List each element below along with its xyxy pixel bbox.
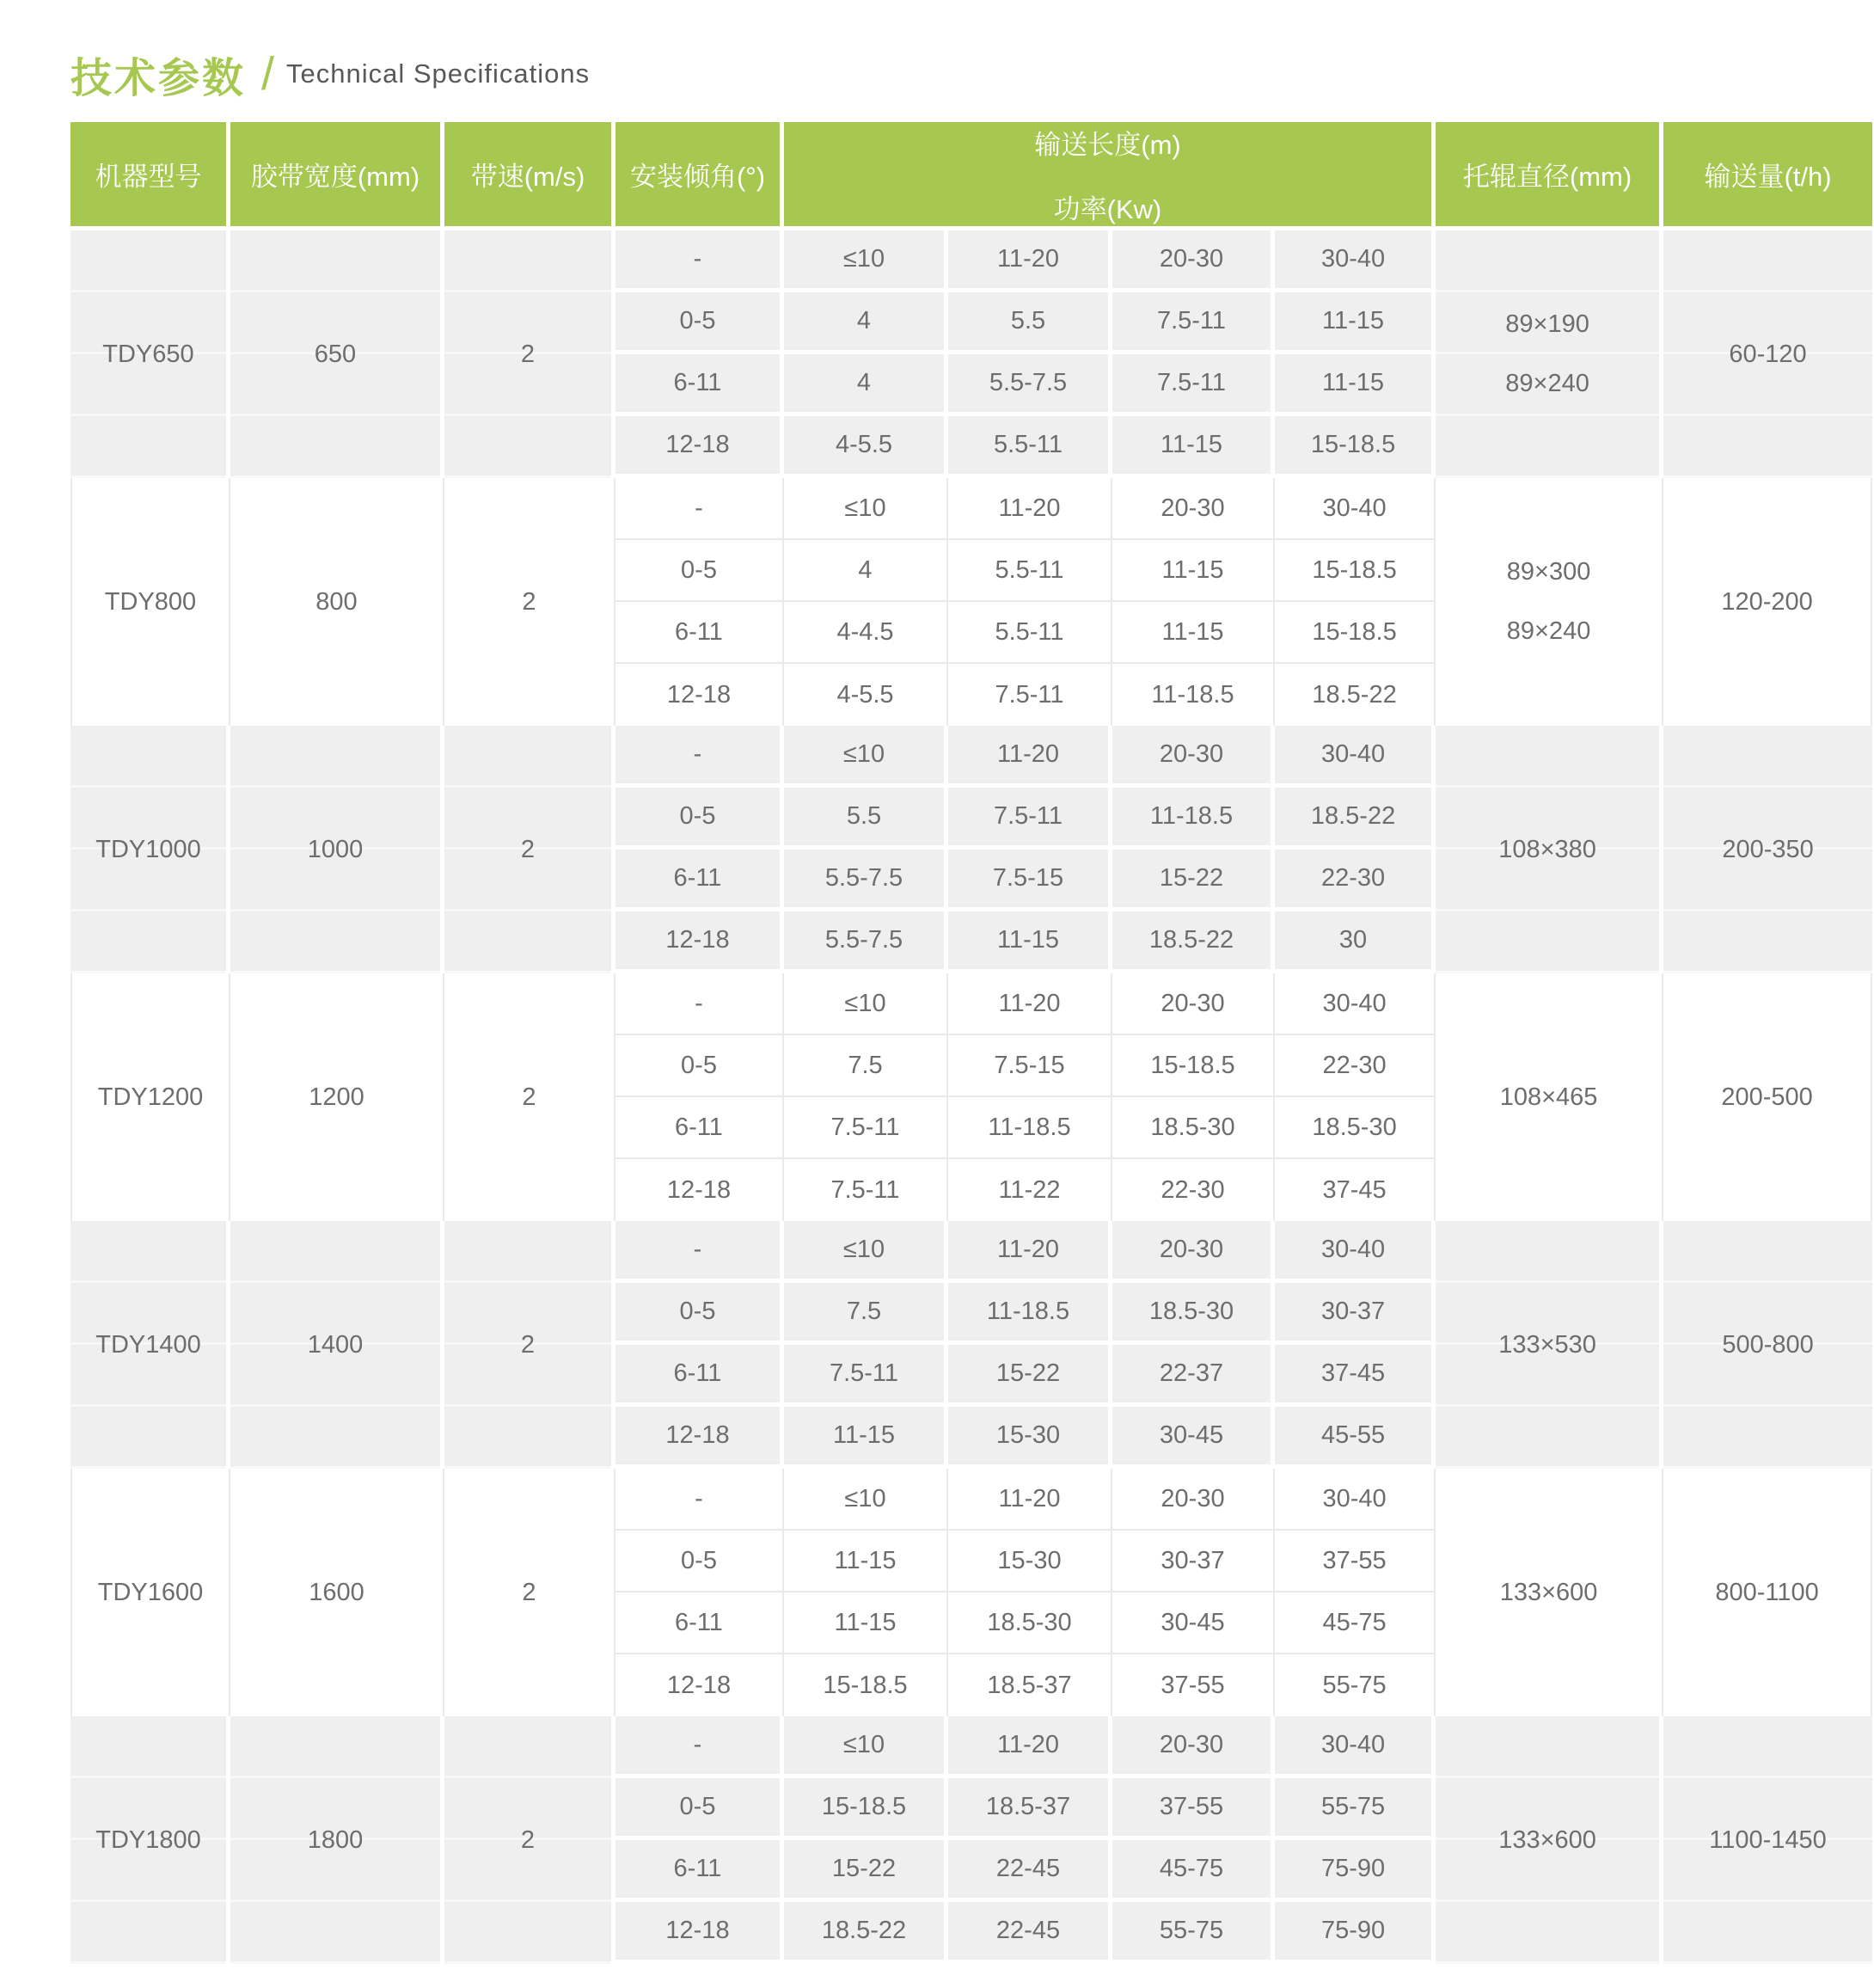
power-range-cell: 7.5-11 — [948, 788, 1112, 850]
roller-diameter-cell — [1436, 1469, 1663, 1716]
model-cell: TDY1600 — [70, 1469, 230, 1716]
model-cell: TDY650 — [70, 230, 230, 478]
roller-diameter-line: 108×380 — [1498, 835, 1596, 863]
power-range-cell: 75-90 — [1275, 1902, 1436, 1964]
power-range-cell: 18.5-37 — [948, 1654, 1112, 1716]
power-range-cell: 11-20 — [948, 1469, 1112, 1531]
spec-subrow — [70, 973, 1872, 1035]
power-range-cell: 15-22 — [948, 1345, 1112, 1407]
power-range-cell: ≤10 — [784, 1716, 948, 1778]
power-range-cell: 7.5-11 — [784, 1159, 948, 1221]
roller-diameter-cell — [1436, 726, 1663, 973]
header-conveying-length: 输送长度(m) — [1034, 129, 1181, 160]
power-range-cell: 15-18.5 — [1275, 416, 1436, 478]
power-range-cell: 15-22 — [784, 1840, 948, 1902]
install-angle-cell: 6-11 — [615, 1592, 784, 1654]
belt-speed-cell: 2 — [444, 1221, 615, 1469]
belt-speed-cell: 2 — [444, 1469, 615, 1716]
power-range-cell: 45-75 — [1112, 1840, 1275, 1902]
section-title-english: Technical Specifications — [286, 58, 591, 89]
header-belt-width: 胶带宽度(mm) — [230, 122, 444, 230]
power-range-cell: 18.5-30 — [1275, 1097, 1436, 1159]
power-range-cell: 30 — [1275, 911, 1436, 973]
power-range-cell: 18.5-22 — [1112, 911, 1275, 973]
power-range-cell: 55-75 — [1275, 1654, 1436, 1716]
power-range-cell: 7.5-11 — [1112, 354, 1275, 416]
power-range-cell: 30-37 — [1275, 1283, 1436, 1345]
power-range-cell: 20-30 — [1112, 1469, 1275, 1531]
power-range-cell: 7.5-11 — [784, 1345, 948, 1407]
install-angle-cell: 0-5 — [615, 292, 784, 354]
power-range-cell: 11-15 — [1112, 602, 1275, 664]
header-belt-speed: 带速(m/s) — [444, 122, 615, 230]
power-range-cell: 11-18.5 — [948, 1283, 1112, 1345]
roller-diameter-line: 89×240 — [1505, 370, 1589, 397]
power-range-cell: 11-20 — [948, 1716, 1112, 1778]
power-range-cell: 7.5 — [784, 1035, 948, 1097]
header-length-power — [784, 122, 1436, 230]
roller-diameter-cell — [1436, 973, 1663, 1221]
belt-width-cell: 1400 — [230, 1221, 444, 1469]
power-range-cell: 30-37 — [1112, 1531, 1275, 1592]
power-range-cell: 4-5.5 — [784, 416, 948, 478]
install-angle-cell: 6-11 — [615, 354, 784, 416]
power-range-cell: 5.5-7.5 — [948, 354, 1112, 416]
power-range-cell: 15-18.5 — [1112, 1035, 1275, 1097]
power-range-cell: 22-45 — [948, 1902, 1112, 1964]
power-range-cell: 7.5-15 — [948, 1035, 1112, 1097]
power-range-cell: 5.5-7.5 — [784, 911, 948, 973]
install-angle-cell: 6-11 — [615, 1097, 784, 1159]
roller-diameter-stack — [1436, 1083, 1662, 1112]
spec-subrow — [70, 1221, 1872, 1283]
header-roller-diameter: 托辊直径(mm) — [1436, 122, 1663, 230]
power-range-cell: 22-30 — [1275, 850, 1436, 911]
spec-subrow — [70, 478, 1872, 540]
power-range-cell: 20-30 — [1112, 1221, 1275, 1283]
power-range-cell: 11-22 — [948, 1159, 1112, 1221]
power-range-cell: 18.5-22 — [784, 1902, 948, 1964]
power-range-cell: 75-90 — [1275, 1840, 1436, 1902]
install-angle-cell: 12-18 — [615, 1159, 784, 1221]
spec-subrow — [70, 726, 1872, 788]
install-angle-cell: - — [615, 1221, 784, 1283]
section-title — [70, 46, 1874, 101]
power-range-cell: 11-18.5 — [948, 1097, 1112, 1159]
power-range-cell: ≤10 — [784, 1221, 948, 1283]
header-install-angle: 安装倾角(°) — [615, 122, 784, 230]
power-range-cell: 15-30 — [948, 1407, 1112, 1469]
capacity-cell: 1100-1450 — [1663, 1716, 1872, 1964]
roller-diameter-stack — [1436, 836, 1659, 864]
install-angle-cell: 0-5 — [615, 788, 784, 850]
install-angle-cell: 6-11 — [615, 1345, 784, 1407]
power-range-cell: 15-18.5 — [784, 1654, 948, 1716]
power-range-cell: 30-40 — [1275, 230, 1436, 292]
roller-diameter-line: 89×300 — [1506, 558, 1591, 586]
power-range-cell: 22-30 — [1112, 1159, 1275, 1221]
install-angle-cell: - — [615, 478, 784, 540]
model-cell: TDY800 — [70, 478, 230, 726]
roller-diameter-line: 133×600 — [1499, 1578, 1598, 1606]
power-range-cell: 45-55 — [1275, 1407, 1436, 1469]
install-angle-cell: 0-5 — [615, 1283, 784, 1345]
table-header — [70, 122, 1872, 230]
power-range-cell: 11-15 — [1275, 354, 1436, 416]
power-range-cell: ≤10 — [784, 726, 948, 788]
power-range-cell: 11-15 — [948, 911, 1112, 973]
belt-speed-cell: 2 — [444, 230, 615, 478]
power-range-cell: ≤10 — [784, 973, 948, 1035]
power-range-cell: ≤10 — [784, 1469, 948, 1531]
install-angle-cell: 12-18 — [615, 664, 784, 726]
power-range-cell: 5.5-11 — [948, 602, 1112, 664]
power-range-cell: 11-20 — [948, 1221, 1112, 1283]
install-angle-cell: - — [615, 1716, 784, 1778]
power-range-cell: 5.5-11 — [948, 416, 1112, 478]
roller-diameter-stack — [1436, 1579, 1662, 1607]
install-angle-cell: - — [615, 1469, 784, 1531]
power-range-cell: 30-40 — [1275, 1469, 1436, 1531]
power-range-cell: 18.5-22 — [1275, 664, 1436, 726]
power-range-cell: 22-45 — [948, 1840, 1112, 1902]
power-range-cell: 4-4.5 — [784, 602, 948, 664]
roller-diameter-stack — [1436, 1331, 1659, 1359]
model-cell: TDY1400 — [70, 1221, 230, 1469]
power-range-cell: 37-55 — [1275, 1531, 1436, 1592]
power-range-cell: 11-20 — [948, 230, 1112, 292]
power-range-cell: 11-15 — [784, 1407, 948, 1469]
power-range-cell: 15-18.5 — [1275, 602, 1436, 664]
power-range-cell: ≤10 — [784, 478, 948, 540]
power-range-cell: 15-22 — [1112, 850, 1275, 911]
power-range-cell: 18.5-30 — [948, 1592, 1112, 1654]
power-range-cell: 55-75 — [1112, 1902, 1275, 1964]
power-range-cell: 20-30 — [1112, 973, 1275, 1035]
power-range-cell: 20-30 — [1112, 726, 1275, 788]
power-range-cell: 5.5-7.5 — [784, 850, 948, 911]
section-title-chinese: 技术参数 — [70, 55, 247, 101]
install-angle-cell: 12-18 — [615, 1902, 784, 1964]
roller-diameter-line: 89×240 — [1506, 617, 1591, 645]
power-range-cell: 55-75 — [1275, 1778, 1436, 1840]
power-range-cell: 37-55 — [1112, 1654, 1275, 1716]
table-body — [70, 230, 1872, 1964]
power-range-cell: 11-18.5 — [1112, 788, 1275, 850]
power-range-cell: 22-30 — [1275, 1035, 1436, 1097]
power-range-cell: 11-15 — [784, 1592, 948, 1654]
install-angle-cell: 0-5 — [615, 1035, 784, 1097]
power-range-cell: 18.5-22 — [1275, 788, 1436, 850]
power-range-cell: 15-30 — [948, 1531, 1112, 1592]
technical-specs-table — [70, 122, 1872, 1964]
capacity-cell: 200-500 — [1663, 973, 1872, 1221]
power-range-cell: 4 — [784, 292, 948, 354]
spec-subrow — [70, 1469, 1872, 1531]
power-range-cell: 7.5-11 — [1112, 292, 1275, 354]
roller-diameter-stack — [1436, 310, 1659, 398]
power-range-cell: 5.5 — [948, 292, 1112, 354]
power-range-cell: 18.5-37 — [948, 1778, 1112, 1840]
belt-width-cell: 650 — [230, 230, 444, 478]
belt-width-cell: 1600 — [230, 1469, 444, 1716]
power-range-cell: 11-15 — [1275, 292, 1436, 354]
install-angle-cell: 0-5 — [615, 540, 784, 602]
model-cell: TDY1200 — [70, 973, 230, 1221]
power-range-cell: 22-37 — [1112, 1345, 1275, 1407]
power-range-cell: 15-18.5 — [1275, 540, 1436, 602]
power-range-cell: 7.5-15 — [948, 850, 1112, 911]
install-angle-cell: 0-5 — [615, 1778, 784, 1840]
roller-diameter-cell — [1436, 478, 1663, 726]
power-range-cell: 5.5-11 — [948, 540, 1112, 602]
power-range-cell: 45-75 — [1275, 1592, 1436, 1654]
belt-speed-cell: 2 — [444, 1716, 615, 1964]
roller-diameter-line: 133×600 — [1498, 1825, 1596, 1854]
power-range-cell: 18.5-30 — [1112, 1283, 1275, 1345]
power-range-cell: 15-18.5 — [784, 1778, 948, 1840]
belt-width-cell: 800 — [230, 478, 444, 726]
capacity-cell: 60-120 — [1663, 230, 1872, 478]
roller-diameter-stack — [1436, 558, 1662, 646]
power-range-cell: 37-55 — [1112, 1778, 1275, 1840]
power-range-cell: 30-40 — [1275, 973, 1436, 1035]
belt-width-cell: 1800 — [230, 1716, 444, 1964]
roller-diameter-cell — [1436, 1716, 1663, 1964]
belt-speed-cell: 2 — [444, 478, 615, 726]
install-angle-cell: 12-18 — [615, 416, 784, 478]
model-cell: TDY1000 — [70, 726, 230, 973]
install-angle-cell: 12-18 — [615, 911, 784, 973]
power-range-cell: 30-45 — [1112, 1407, 1275, 1469]
power-range-cell: 11-15 — [1112, 540, 1275, 602]
power-range-cell: 11-20 — [948, 973, 1112, 1035]
power-range-cell: ≤10 — [784, 230, 948, 292]
power-range-cell: 30-40 — [1275, 726, 1436, 788]
roller-diameter-line: 108×465 — [1499, 1083, 1598, 1111]
belt-width-cell: 1200 — [230, 973, 444, 1221]
power-range-cell: 18.5-30 — [1112, 1097, 1275, 1159]
install-angle-cell: 12-18 — [615, 1654, 784, 1716]
power-range-cell: 30-40 — [1275, 1221, 1436, 1283]
power-range-cell: 30-40 — [1275, 1716, 1436, 1778]
power-range-cell: 4-5.5 — [784, 664, 948, 726]
power-range-cell: 4 — [784, 540, 948, 602]
power-range-cell: 11-20 — [948, 726, 1112, 788]
power-range-cell: 37-45 — [1275, 1345, 1436, 1407]
table-header-row — [70, 122, 1872, 230]
power-range-cell: 37-45 — [1275, 1159, 1436, 1221]
install-angle-cell: 12-18 — [615, 1407, 784, 1469]
install-angle-cell: 0-5 — [615, 1531, 784, 1592]
header-model: 机器型号 — [70, 122, 230, 230]
power-range-cell: 7.5 — [784, 1283, 948, 1345]
capacity-cell: 120-200 — [1663, 478, 1872, 726]
model-cell: TDY1800 — [70, 1716, 230, 1964]
install-angle-cell: 6-11 — [615, 850, 784, 911]
header-power: 功率(Kw) — [1053, 193, 1162, 224]
power-range-cell: 11-15 — [784, 1531, 948, 1592]
belt-speed-cell: 2 — [444, 973, 615, 1221]
belt-width-cell: 1000 — [230, 726, 444, 973]
spec-subrow — [70, 230, 1872, 292]
install-angle-cell: 6-11 — [615, 602, 784, 664]
power-range-cell: 5.5 — [784, 788, 948, 850]
power-range-cell: 30-45 — [1112, 1592, 1275, 1654]
roller-diameter-cell — [1436, 230, 1663, 478]
title-divider: / — [261, 48, 275, 100]
install-angle-cell: - — [615, 230, 784, 292]
power-range-cell: 20-30 — [1112, 1716, 1275, 1778]
power-range-cell: 20-30 — [1112, 478, 1275, 540]
belt-speed-cell: 2 — [444, 726, 615, 973]
power-range-cell: 7.5-11 — [948, 664, 1112, 726]
capacity-cell: 500-800 — [1663, 1221, 1872, 1469]
power-range-cell: 30-40 — [1275, 478, 1436, 540]
power-range-cell: 11-15 — [1112, 416, 1275, 478]
install-angle-cell: 6-11 — [615, 1840, 784, 1902]
power-range-cell: 11-18.5 — [1112, 664, 1275, 726]
power-range-cell: 4 — [784, 354, 948, 416]
header-capacity: 输送量(t/h) — [1663, 122, 1872, 230]
install-angle-cell: - — [615, 726, 784, 788]
capacity-cell: 800-1100 — [1663, 1469, 1872, 1716]
spec-subrow — [70, 1716, 1872, 1778]
install-angle-cell: - — [615, 973, 784, 1035]
capacity-cell: 200-350 — [1663, 726, 1872, 973]
roller-diameter-line: 89×190 — [1505, 310, 1589, 338]
power-range-cell: 20-30 — [1112, 230, 1275, 292]
roller-diameter-cell — [1436, 1221, 1663, 1469]
power-range-cell: 11-20 — [948, 478, 1112, 540]
roller-diameter-stack — [1436, 1826, 1659, 1855]
power-range-cell: 7.5-11 — [784, 1097, 948, 1159]
roller-diameter-line: 133×530 — [1498, 1330, 1596, 1359]
